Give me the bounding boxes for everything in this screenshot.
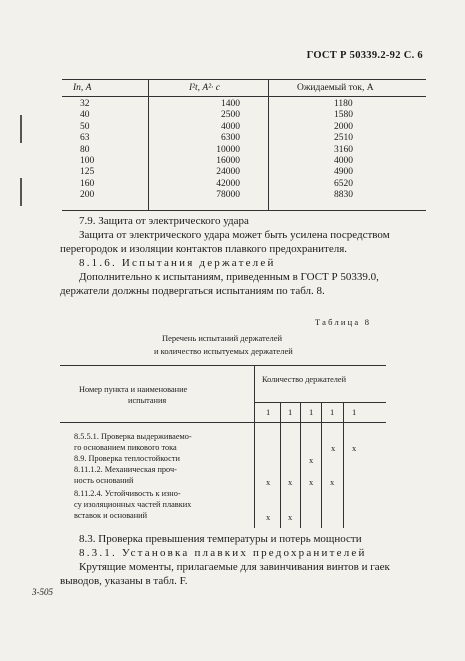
table-row: 8.11.1.2. Механическая проч-: [74, 465, 177, 474]
table-cell: 4000: [221, 121, 240, 132]
paragraph-line: перегородок и изоляции контактов плавкого предохранителя.: [60, 243, 347, 255]
table-cell: 2000: [334, 121, 353, 132]
table-cell: 40: [80, 110, 90, 121]
table-cell: 200: [80, 190, 95, 201]
margin-mark: [20, 115, 22, 143]
table-label: Таблица 8: [315, 317, 372, 327]
table-cell: 80: [80, 144, 90, 155]
table-cell: 16000: [216, 155, 240, 166]
table-rule: [300, 402, 301, 528]
table-cell: 63: [80, 133, 90, 144]
check-mark: x: [309, 477, 314, 487]
table-cell: 1180: [334, 99, 353, 109]
check-mark: x: [352, 443, 357, 453]
head-right: Количество держателей: [262, 375, 347, 384]
table-cell: 1580: [334, 110, 353, 121]
col-header-expected-current: Ожидаемый ток, А: [297, 83, 374, 93]
col-header-i2t: I²t, А²· с: [189, 83, 221, 93]
table-cell: 50: [80, 121, 90, 132]
table-rule: [60, 422, 386, 423]
table-rule: [60, 365, 386, 366]
section-title: 7.9. Защита от электрического удара: [79, 215, 249, 227]
table-cell: 32: [80, 99, 90, 109]
table-rule: [62, 79, 426, 80]
table-cell: 4000: [334, 155, 353, 166]
table-row: 8.9. Проверка теплостойкости: [74, 454, 180, 463]
table-caption: и количество испытуемых держателей: [154, 346, 293, 356]
col-label: 1: [288, 407, 293, 417]
check-mark: x: [330, 477, 335, 487]
table-row: 8.11.2.4. Устойчивость к изно-: [74, 489, 181, 498]
table-caption: Перечень испытаний держателей: [162, 333, 283, 343]
table-rule: [254, 365, 255, 528]
table-cell: 125: [80, 167, 95, 178]
col-label: 1: [266, 407, 271, 417]
col-header-current: Iп, А: [73, 83, 92, 93]
section-title: 8.1.6. Испытания держателей: [79, 257, 276, 269]
margin-mark: [20, 178, 22, 206]
table-cell: 3160: [334, 144, 353, 155]
col-rated-current: [80, 99, 94, 202]
table-cell: 4900: [334, 167, 353, 178]
table-cell: 2510: [334, 133, 353, 144]
table-cell: 8830: [334, 190, 353, 201]
check-mark: x: [288, 512, 293, 522]
table-row: го основанием пикового тока: [74, 443, 177, 452]
table-cell: 10000: [216, 144, 240, 155]
col-label: 1: [330, 407, 335, 417]
check-mark: x: [331, 443, 336, 453]
table-row: вставок и оснований: [74, 511, 148, 520]
table-rule: [343, 402, 344, 528]
subsection-title: 8.3.1. Установка плавких предохранителей: [79, 547, 367, 559]
check-mark: x: [288, 477, 293, 487]
col-label: 1: [309, 407, 314, 417]
col-label: 1: [352, 407, 357, 417]
table-cell: 6300: [221, 133, 240, 144]
table-cell: 2500: [221, 110, 240, 121]
document-reference: ГОСТ Р 50339.2-92 С. 6: [306, 50, 423, 61]
col-expected-current: [334, 99, 353, 202]
table-row: су изоляционных частей плавких: [74, 500, 192, 509]
table-rule: [280, 402, 281, 528]
table-rule: [321, 402, 322, 528]
table-cell: 78000: [216, 190, 240, 201]
check-mark: x: [266, 477, 271, 487]
paragraph-line: держатели должны подвергаться испытаниям по табл. 8.: [60, 285, 325, 297]
section-title: 8.3. Проверка превышения температуры и потерь мощности: [79, 533, 362, 545]
check-mark: x: [309, 455, 314, 465]
table-cell: 6520: [334, 178, 353, 189]
table-rule: [62, 96, 426, 97]
table-cell: 42000: [216, 178, 240, 189]
paragraph-line: Дополнительно к испытаниям, приведенным в ГОСТ Р 50339.0,: [79, 271, 379, 283]
head-left: Номер пункта и наименование: [79, 385, 188, 394]
paragraph-line: выводов, указаны в табл. F.: [60, 575, 188, 587]
table-cell: 100: [80, 155, 95, 166]
table-rule: [62, 210, 426, 211]
table-row: 8.5.5.1. Проверка выдерживаемо-: [74, 432, 192, 441]
check-mark: x: [266, 512, 271, 522]
table-rule: [148, 79, 149, 210]
table-cell: 160: [80, 178, 95, 189]
table-cell: 24000: [216, 167, 240, 178]
table-cell: 1400: [221, 99, 240, 109]
table-row: ность оснований: [74, 476, 134, 485]
table-rule: [268, 79, 269, 210]
paragraph-line: Защита от электрического удара может быть усилена посредством: [79, 229, 390, 241]
col-i2t: [194, 99, 240, 202]
table-rule: [254, 402, 386, 403]
head-left: испытания: [128, 396, 167, 405]
page-mark: 3-505: [32, 587, 53, 597]
paragraph-line: Крутящие моменты, прилагаемые для завинчивания винтов и гаек: [79, 561, 390, 573]
